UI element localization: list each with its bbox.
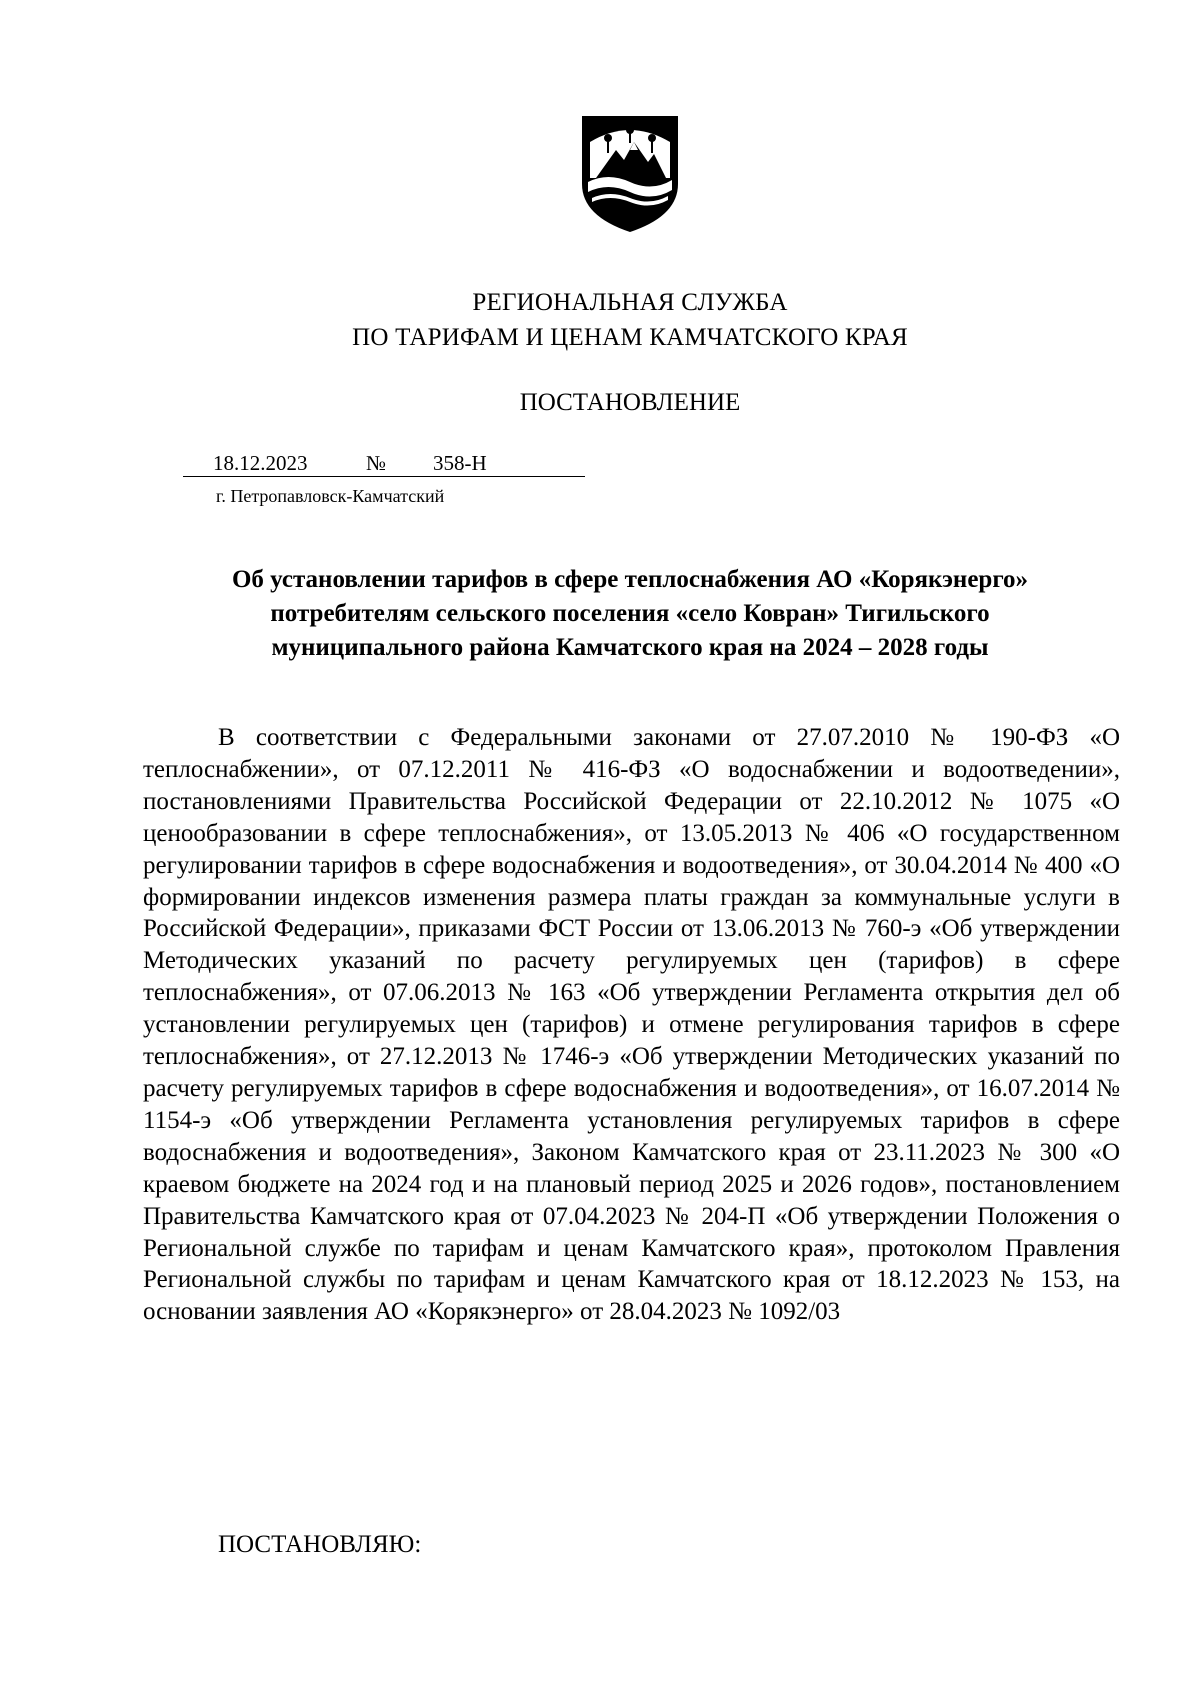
- document-title: [160, 563, 1100, 665]
- organization-name-line1: РЕГИОНАЛЬНАЯ СЛУЖБА: [472, 289, 788, 316]
- organization-name-line2: ПО ТАРИФАМ И ЦЕНАМ КАМЧАТСКОГО КРАЯ: [352, 324, 908, 351]
- document-number: 358-Н: [433, 451, 487, 475]
- document-title-line2: потребителям сельского поселения «село Ковран» Тигильского: [270, 600, 990, 627]
- document-type: ПОСТАНОВЛЕНИЕ: [519, 389, 741, 416]
- document-title-line3: муниципального района Камчатского края на 2024 – 2028 годы: [271, 634, 989, 661]
- number-sign: №: [366, 451, 387, 475]
- preamble-paragraph: В соответствии с Федеральными законами от 27.07.2010 № 190-ФЗ «О теплоснабжении», от 07.12.2011 № 416-ФЗ «О водоснабжении и водоотведении», постановлениями Правительства Российской Федерации от 22.10.2012 № 1075 «О ценообразовании в сфере теплоснабжения», от 13.05.2013 № 406 «О государственном регулировании тарифов в сфере водоснабжения и водоотведения», от 30.04.2014 № 400 «О формировании индексов изменения размера платы граждан за коммунальные услуги в Российской Федерации», приказами ФСТ России от 13.06.2013 № 760-э «Об утверждении Методических указаний по расчету регулируемых цен (тарифов) в сфере теплоснабжения», от 07.06.2013 № 163 «Об утверждении Регламента открытия дел об установлении регулируемых цен (тарифов) и отмене регулирования тарифов в сфере теплоснабжения», от 27.12.2013 № 1746-э «Об утверждении Методических указаний по расчету регулируемых тарифов в сфере водоснабжения и водоотведения», от 16.07.2014 № 1154-э «Об утверждении Регламента установления регулируемых тарифов в сфере водоснабжения и водоотведения», Законом Камчатского края от 23.11.2023 № 300 «О краевом бюджете на 2024 год и на плановый период 2025 и 2026 годов», постановлением Правительства Камчатского края от 07.04.2023 № 204-П «Об утверждении Положения о Региональной службе по тарифам и ценам Камчатского края», протоколом Правления Региональной службы по тарифам и ценам Камчатского края от 18.12.2023 № 153, на основании заявления АО «Корякэнерго» от 28.04.2023 № 1092/03: [143, 724, 1120, 1326]
- document-date: 18.12.2023: [213, 451, 308, 475]
- kamchatka-coat-of-arms-icon: [578, 112, 682, 236]
- organization-name: [0, 285, 1200, 355]
- document-date-number-line: [183, 450, 585, 477]
- resolve-heading: ПОСТАНОВЛЯЮ:: [218, 1531, 422, 1558]
- document-title-line1: Об установлении тарифов в сфере теплоснабжения АО «Корякэнерго»: [231, 566, 1029, 593]
- document-city: г. Петропавловск-Камчатский: [216, 486, 445, 506]
